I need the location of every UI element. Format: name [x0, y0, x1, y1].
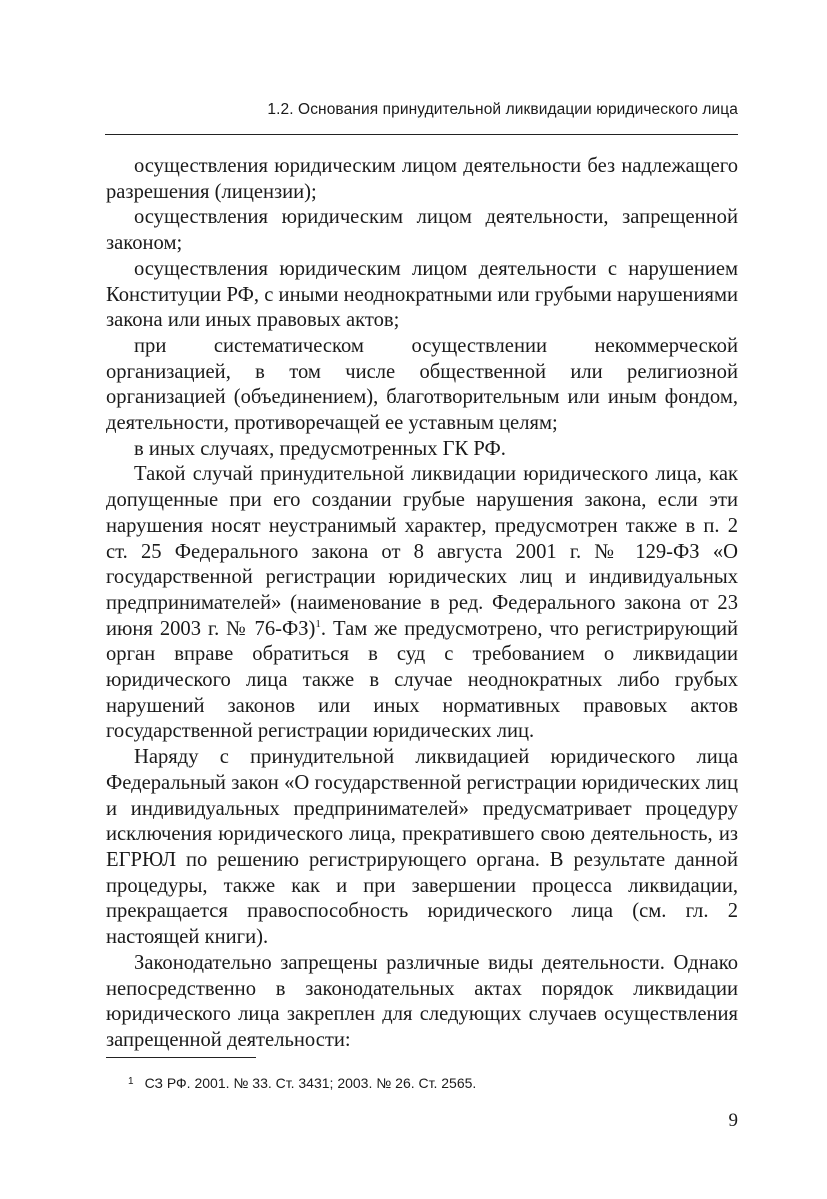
footnote-mark: 1 [128, 1076, 134, 1087]
paragraph: осуществления юридическим лицом деятельности с нарушением Конституции РФ, с иными неоднократными или грубыми нарушениями закона или иных правовых актов; [106, 257, 738, 332]
header-rule [105, 134, 738, 135]
paragraph: Наряду с принудительной ликвидацией юридического лица Федеральный закон «О государственной регистрации юридических лиц и индивидуальных предпринимателей» предусматривает процедуру исключения юридического лица, прекратившего свою деятельность, из ЕГРЮЛ по решению регистрирующего органа. В результате данной процедуры, также как и при завершении процесса ликвидации, прекращается правоспособность юридического лица (см. гл. 2 настоящей книги). [106, 746, 738, 949]
page-number: 9 [728, 1110, 738, 1131]
paragraph: осуществления юридическим лицом деятельности, запрещенной законом; [106, 206, 738, 255]
paragraph: при систематическом осуществлении некоммерческой организацией, в том числе общественной или религиозной организацией (объединением), благотворительным или иным фондом, деятельности, противоречащей ее уставным целям; [106, 334, 738, 435]
paragraph: в иных случаях, предусмотренных ГК РФ. [134, 437, 506, 460]
paragraph-text: Такой случай принудительной ликвидации юридического лица, как допущенные при его создании грубые нарушения закона, если эти нарушения носят неустранимый характер, предусмотрен также в п. 2 ст. 25 Федерального закона от 8 августа 2001 г. № 129-ФЗ «О государственной регистрации юридических лиц и индивидуальных предпринимателей» (наименование в ред. Федерального закона от 23 июня 2003 г. № 76-ФЗ) [106, 463, 738, 640]
paragraph-text: . Там же предусмотрено, что регистрирующий орган вправе обратиться в суд с требованием о ликвидации юридического лица также в случае неоднократных либо грубых нарушений законов или иных нормативных правовых актов государственной регистрации юридических лиц. [106, 617, 738, 743]
paragraph: осуществления юридическим лицом деятельности без надлежащего разрешения (лицензии); [106, 155, 738, 203]
footnote-reference[interactable]: 1 [315, 617, 321, 630]
paragraph: Законодательно запрещены различные виды деятельности. Однако непосредственно в законодательных актах порядок ликвидации юридического лица закреплен для следующих случаев осуществления запрещенной деятельности: [106, 951, 738, 1051]
main-text [106, 154, 738, 1054]
footnote-text: СЗ РФ. 2001. № 33. Ст. 3431; 2003. № 26. Ст. 2565. [144, 1075, 477, 1091]
running-head: 1.2. Основания принудительной ликвидации юридического лица [267, 101, 738, 118]
footnote-rule [106, 1057, 256, 1058]
paragraph-with-footnote [106, 462, 738, 745]
footnote [128, 1073, 476, 1092]
